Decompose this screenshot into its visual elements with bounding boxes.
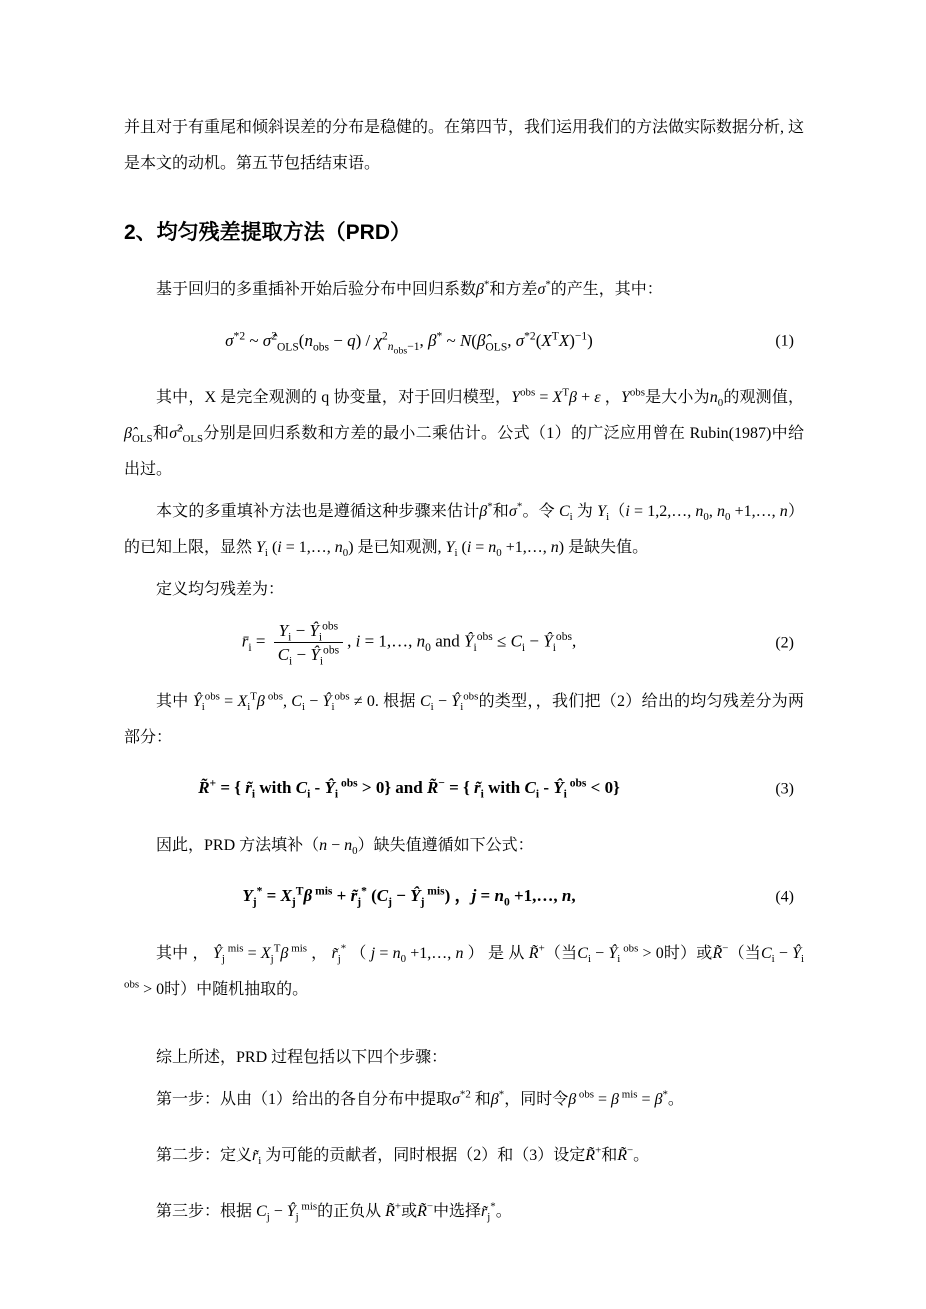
equation-4-body: $Y_j^* = X_j^T\beta$ $^{mis} + r̃_j^*$ ($C_j$ − $Ŷ_j$ $^{mis}$) ，$j = n_0$ +1,…, n,: [242, 884, 576, 909]
paragraph-method: 本文的多重填补方法也是遵循这种步骤来估计β*和σ*。令 $C_i$ 为 $Y_i(i$ = 1,2,…, $n_0$, $n_0$ +1,…, n）的已知上限，显然 $Y_i$ (i = 1,…, $n_0$) 是已知观测, $Y_i$ ($i = n_0$ +1,…, n) 是缺失值。: [124, 500, 804, 560]
equation-2: [124, 620, 804, 666]
step-2: 第二步：定义$r̃_i$ 为可能的贡献者，同时根据（2）和（3）设定R̃+和R̃−。: [156, 1144, 650, 1167]
equation-1-number: (1): [775, 332, 794, 350]
equation-3-body: R̃+ = { $r̃_i$ with $C_i$ - $Ŷ_i$ $^{obs}$ > 0} and R̃− = { $r̃_i$ with $C_i$ - $Ŷ_i$ $^{obs}$ < 0}: [198, 776, 620, 801]
equation-1-body: $\sigma^{*2}$ ~ $\sigmâ^2_{OLS}(n_{obs} - q) / \chi^2_{n_{obs}-1}$, β* ~ $N(\betâ_{OLS}$, $\sigma^{*2}(X^TX)^{-1}$): [225, 328, 593, 357]
vertical-spacer: [124, 1014, 804, 1040]
equation-1: [124, 320, 804, 362]
paragraph-posterior: 基于回归的多重插补开始后验分布中回归系数β*和方差σ*的产生，其中：: [156, 278, 663, 298]
section-heading: 2、均匀残差提取方法（PRD）: [124, 221, 412, 244]
equation-2-number: (2): [775, 634, 794, 652]
equation-3: [124, 768, 804, 810]
paragraph-define-residual: 定义均匀残差为：: [156, 581, 285, 598]
equation-2-body: $r̄_i$ = $\frac{Y_i - Ŷ_i^{obs}}{C_i - Ŷ_i^{obs}}$ , i = 1,…, $n_0$ and $Ŷ_i^{obs} \le C_i$ − $Ŷ_i^{obs}$,: [241, 619, 577, 668]
intro-paragraph: 并且对于有重尾和倾斜误差的分布是稳健的。在第四节，我们运用我们的方法做实际数据分析, 这是本文的动机。第五节包括结束语。: [124, 119, 805, 172]
paragraph-prd-formula: 因此，PRD 方法填补$(n - n_0)$缺失值遵循如下公式：: [156, 836, 534, 857]
paragraph-model: 其中，X 是完全观测的 q 协变量，对于回归模型，$Y^{obs} = X^T\beta + \varepsilon$ ，$Y^{obs}$是大小为$n_0$的观测值，$\betâ_{OLS}$和σ̂$^2_{OLS}$分别是回归系数和方差的最小二乘估计。公式（1）的广泛应用曾在 Rubin(1987)中给出过。: [124, 386, 804, 478]
equation-4-number: (4): [775, 887, 794, 905]
equation-4: [124, 876, 804, 918]
paragraph-random-draw: 其中 ， $Ŷ_j$ $^{mis} = X_j^T\beta$ $^{mis}$ ， $r̃_j^*$ （ $j = n_0$ +1,…, n ） 是 从 R̃+（当$C_i$ − $Ŷ_i$ $^{obs}$ > 0时）或R̃−（当$C_i$ − $Ŷ_i$ $^{obs}$ > 0时）中随机抽取的。: [124, 942, 804, 998]
paragraph-two-parts: 其中 $Ŷ_i^{obs} = X_i^T\beta$ $^{obs}$, $C_i$ − $Ŷ_i^{obs} \ne 0$. 根据 $C_i$ − $Ŷ_i^{obs}$的类型，，我们把（2）给出的均匀残差分为两部分：: [124, 690, 805, 746]
step-1: 第一步：从由（1）给出的各自分布中提取$\sigma^{*2}$ 和β*，同时令β $^{obs}$ = β $^{mis}$ = β*。: [156, 1088, 684, 1108]
steps-list: [124, 1082, 804, 1230]
equation-3-number: (3): [775, 779, 794, 797]
paragraph-summary: 综上所述，PRD 过程包括以下四个步骤：: [156, 1048, 448, 1066]
step-3: 第三步：根据 $C_j$ − $Ŷ_j$ $^{mis}$的正负从 R̃+或R̃−中选择$r̃_j^*$。: [156, 1200, 512, 1223]
